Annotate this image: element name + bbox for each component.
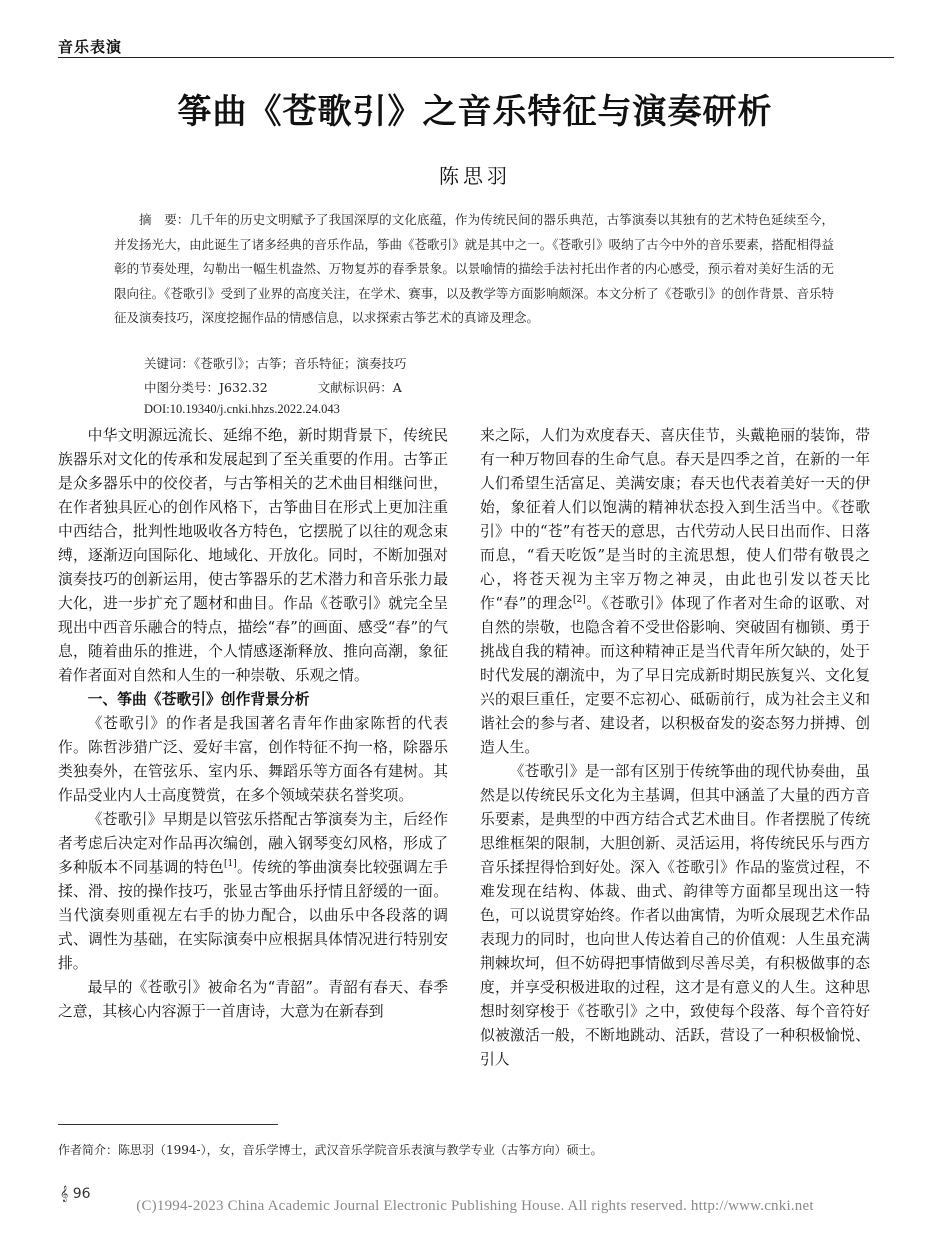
copyright-watermark: (C)1994-2023 China Academic Journal Electronic Publishing House. All rights reserved. http://www.cnki.net bbox=[136, 1198, 814, 1214]
body-column-right bbox=[480, 424, 870, 1072]
abstract-label: 摘 要： bbox=[139, 212, 190, 227]
body-paragraph bbox=[58, 808, 448, 976]
classification-line bbox=[144, 378, 402, 396]
article-title: 筝曲《苍歌引》之音乐特征与演奏研析 bbox=[177, 92, 773, 132]
keywords-line: 关键词：《苍歌引》；古筝；音乐特征；演奏技巧 bbox=[144, 356, 407, 371]
body-paragraph: 《苍歌引》的作者是我国著名青年作曲家陈哲的代表作。陈哲涉猎广泛、爱好丰富，创作特征不拘一格，除器乐类独奏外，在管弦乐、室内乐、舞蹈乐等方面各有建树。其作品受业内人士高度赞赏，在多个领域荣获名誉奖项。 bbox=[58, 715, 448, 804]
body-paragraph: 《苍歌引》是一部有区别于传统筝曲的现代协奏曲，虽然是以传统民乐文化为主基调，但其中涵盖了大量的西方音乐要素，是典型的中西方结合式艺术曲目。作者摆脱了传统思维框架的限制，大胆创新、灵活运用，将传统民乐与西方音乐揉捏得恰到好处。深入《苍歌引》作品的鉴赏过程，不难发现在结构、体裁、曲式、韵律等方面都呈现出这一特色，可以说贯穿始终。作者以曲寓情，为听众展现艺术作品表现力的同时，也向世人传达着自己的价值观：人生虽充满荆棘坎坷，但不妨碍把事情做到尽善尽美，有积极做事的态度，并享受积极进取的过程，这才是有意义的人生。这种思想时刻穿梭于《苍歌引》之中，致使每个段落、每个音符好似被激活一般，不断地跳动、活跃，营设了一种积极愉悦、引人 bbox=[480, 763, 870, 1068]
body-paragraph-continued bbox=[480, 424, 870, 760]
classification-number: 中图分类号：J632.32 bbox=[144, 380, 268, 395]
body-column-left bbox=[58, 424, 448, 1024]
footnote-divider bbox=[58, 1124, 278, 1125]
doi-line: DOI:10.19340/j.cnki.hhzs.2022.24.043 bbox=[144, 402, 340, 416]
section-heading: 一、筝曲《苍歌引》创作背景分析 bbox=[87, 691, 310, 708]
body-text: 《苍歌引》早期是以管弦乐搭配古筝演奏为主，后经作者考虑后决定对作品再次编创，融入钢琴变幻风格，形成了多种版本不同基调的特色 bbox=[58, 811, 448, 876]
author-footnote: 作者简介：陈思羽（1994-），女，音乐学博士，武汉音乐学院音乐表演与教学专业（古筝方向）硕士。 bbox=[58, 1143, 603, 1157]
abstract-block bbox=[114, 208, 834, 331]
body-paragraph: 最早的《苍歌引》被命名为“青韶”。青韶有春天、春季之意，其核心内容源于一首唐诗，大意为在新春到 bbox=[58, 979, 448, 1020]
citation-ref: [2] bbox=[572, 595, 586, 606]
document-code: 文献标识码：A bbox=[317, 380, 402, 395]
music-note-icon: 𝄞 bbox=[60, 1186, 69, 1202]
abstract-text: 几千年的历史文明赋予了我国深厚的文化底蕴，作为传统民间的器乐典范，古筝演奏以其独有的艺术特色延续至今，并发扬光大，由此诞生了诸多经典的音乐作品，筝曲《苍歌引》就是其中之一。《苍歌引》吸纳了古今中外的音乐要素，搭配相得益彰的节奏处理，勾勒出一幅生机盎然、万物复苏的春季景象。以景喻情的描绘手法衬托出作者的内心感受，预示着对美好生活的无限向往。《苍歌引》受到了业界的高度关注，在学术、赛事，以及教学等方面影响颇深。本文分析了《苍歌引》的创作背景、音乐特征及演奏技巧，深度挖掘作品的情感信息，以求探索古筝艺术的真谛及理念。 bbox=[114, 212, 834, 325]
article-author: 陈思羽 bbox=[439, 164, 511, 188]
body-text: 来之际，人们为欢度春天、喜庆佳节，头戴艳丽的装饰，带有一种万物回春的生命气息。春天是四季之首，在新的一年人们希望生活富足、美满安康；春天也代表着美好一天的伊始，象征着人们以饱满的精神状态投入到生活当中。《苍歌引》中的“苍”有苍天的意思，古代劳动人民日出而作、日落而息，“看天吃饭”是当时的主流思想，使人们带有敬畏之心，将苍天视为主宰万物之神灵，由此也引发以苍天比作“春”的理念 bbox=[480, 427, 870, 612]
abstract-paragraph bbox=[114, 208, 834, 331]
citation-ref: [1] bbox=[223, 859, 237, 870]
body-text: 。传统的筝曲演奏比较强调左手揉、滑、按的操作技巧，张显古筝曲乐抒情且舒缓的一面。当代演奏则重视左右手的协力配合，以曲乐中各段落的调式、调性为基础，在实际演奏中应根据具体情况进行特别安排。 bbox=[58, 859, 448, 972]
body-text: 。《苍歌引》体现了作者对生命的讴歌、对自然的崇敬，也隐含着不受世俗影响、突破固有枷锁、勇于挑战自我的精神。而这种精神正是当代青年所欠缺的，处于时代发展的潮流中，为了早日完成新时期民族复兴、文化复兴的艰巨重任，定要不忘初心、砥砺前行，成为社会主义和谐社会的参与者、建设者，以积极奋发的姿态努力拼搏、创造人生。 bbox=[480, 595, 870, 756]
header-divider bbox=[58, 57, 894, 58]
journal-section-label: 音乐表演 bbox=[58, 38, 123, 56]
body-paragraph: 中华文明源远流长、延绵不绝，新时期背景下，传统民族器乐对文化的传承和发展起到了至关重要的作用。古筝正是众多器乐中的佼佼者，与古筝相关的艺术曲目相继问世，在作者独具匠心的创作风格下，古筝曲目在形式上更加注重中西结合，批判性地吸收各方特色，它摆脱了以往的观念束缚，逐渐迈向国际化、地域化、开放化。同时，不断加强对演奏技巧的创新运用，使古筝器乐的艺术潜力和音乐张力最大化，进一步扩充了题材和曲目。作品《苍歌引》就完全呈现出中西音乐融合的特点，描绘“春”的画面、感受“春”的气息，随着曲乐的推进，个人情感逐渐释放、推向高潮，象征着作者面对自然和人生的一种崇敬、乐观之情。 bbox=[58, 427, 448, 684]
page-number-value: 96 bbox=[72, 1186, 91, 1202]
